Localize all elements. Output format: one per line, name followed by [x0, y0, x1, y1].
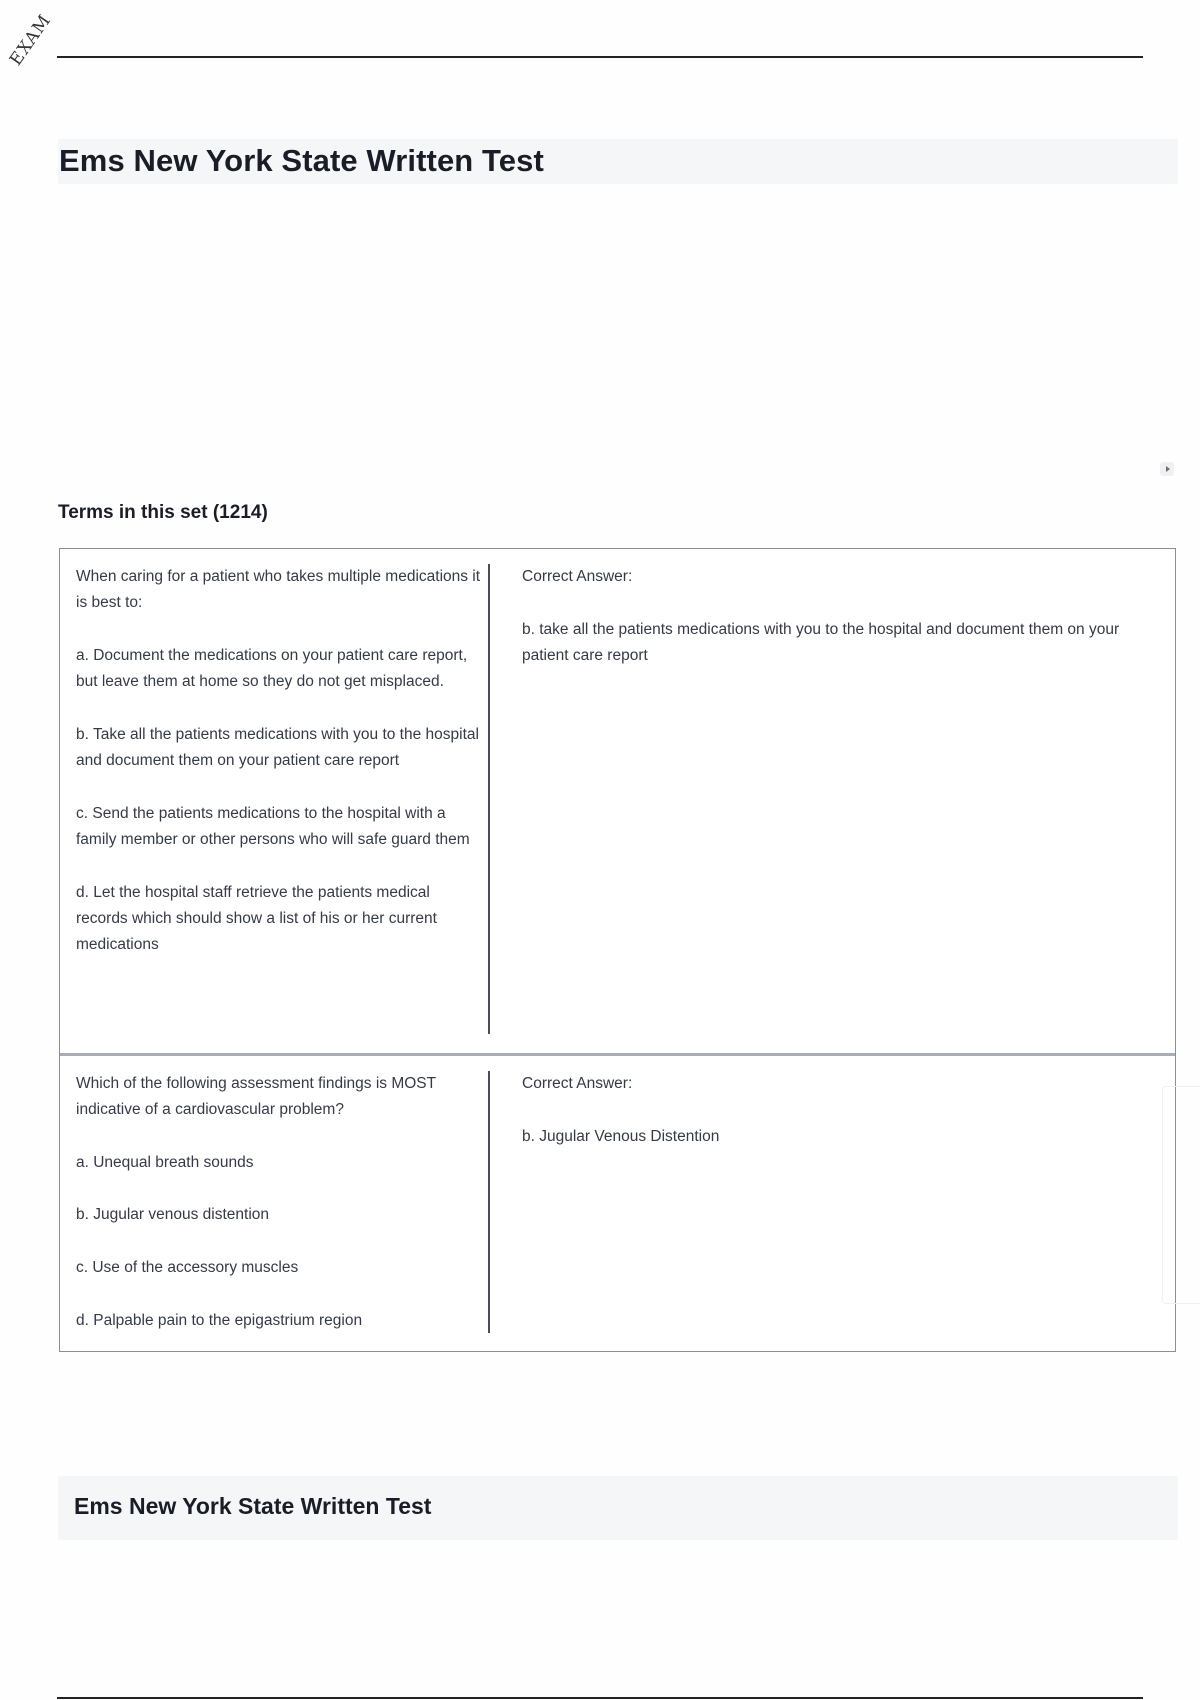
term-question	[76, 564, 481, 958]
terms-count-heading: Terms in this set (1214)	[58, 502, 268, 523]
term-question	[76, 1071, 481, 1334]
title-band	[58, 139, 1178, 184]
card-divider	[488, 1071, 490, 1333]
option-b: b. Jugular venous distention	[76, 1206, 270, 1224]
question-text: When caring for a patient who takes multiple medications it is best to:	[76, 568, 481, 612]
term-answer	[522, 564, 1152, 695]
option-c: c. Send the patients medications to the hospital with a family member or other persons who will safe guard them	[76, 804, 470, 848]
page-title: Ems New York State Written Test	[59, 143, 544, 178]
play-icon[interactable]	[1160, 462, 1174, 476]
term-card	[60, 549, 1175, 1053]
top-rule	[57, 56, 1143, 58]
exam-watermark: EXAM	[6, 10, 56, 70]
option-a: a. Document the medications on your patient care report, but leave them at home so they do not get misplaced.	[76, 646, 468, 691]
bottom-rule	[57, 1697, 1143, 1699]
option-b: b. Take all the patients medications with you to the hospital and document them on your patient care report	[76, 725, 479, 770]
answer-label: Correct Answer:	[522, 1075, 633, 1092]
footer-band	[58, 1476, 1178, 1540]
option-d: d. Let the hospital staff retrieve the patients medical records which should show a list of his or her current medications	[76, 883, 437, 954]
footer-title: Ems New York State Written Test	[74, 1493, 432, 1519]
answer-text: b. take all the patients medications with you to the hospital and document them on your patient care report	[522, 620, 1120, 664]
answer-label: Correct Answer:	[522, 568, 633, 585]
option-d: d. Palpable pain to the epigastrium region	[76, 1311, 363, 1329]
empty-image-frame	[1162, 1086, 1200, 1304]
term-answer	[522, 1071, 1152, 1176]
term-card	[60, 1053, 1175, 1351]
card-divider	[488, 564, 490, 1034]
answer-text: b. Jugular Venous Distention	[522, 1127, 720, 1145]
option-c: c. Use of the accessory muscles	[76, 1259, 299, 1277]
terms-list	[59, 548, 1176, 1352]
option-a: a. Unequal breath sounds	[76, 1153, 254, 1171]
question-text: Which of the following assessment findings is MOST indicative of a cardiovascular problem?	[76, 1075, 436, 1119]
